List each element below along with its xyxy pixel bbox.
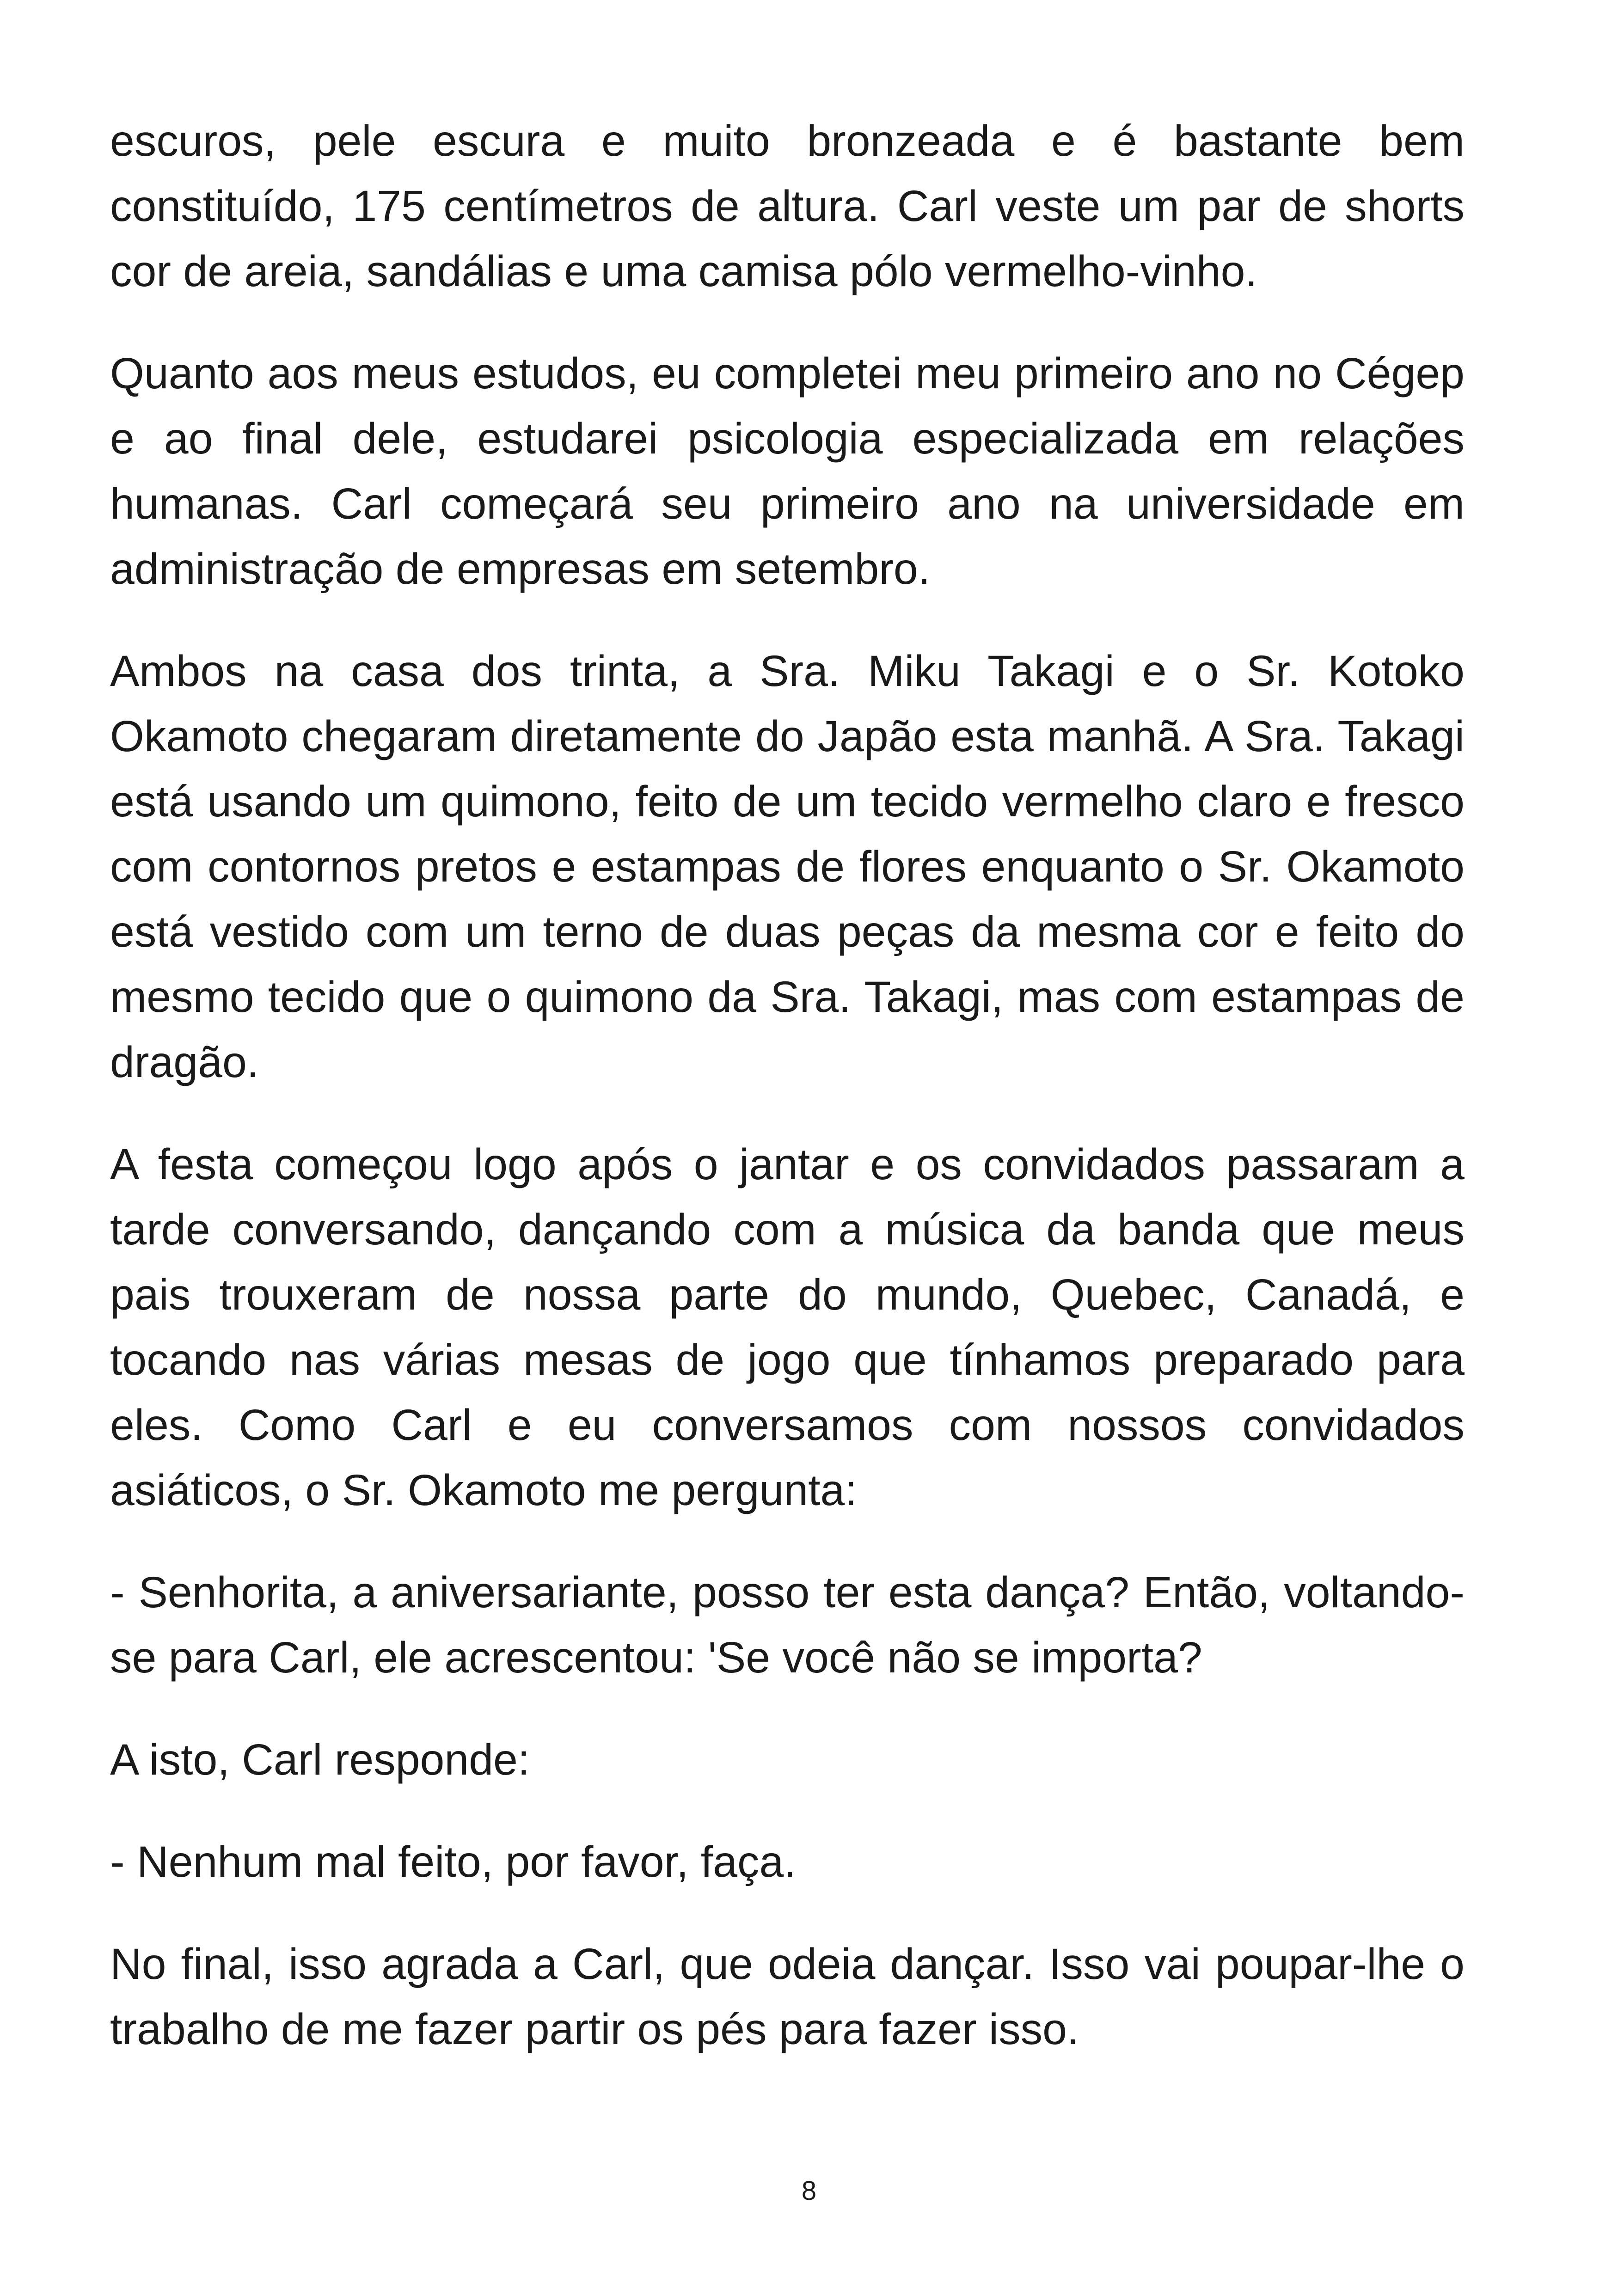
body-text <box>110 109 1465 2099</box>
paragraph-5: - Senhorita, a aniversariante, posso ter esta dança? Então, voltando-se para Carl, ele acrescentou: 'Se você não se importa? <box>110 1568 1465 1682</box>
paragraph-4: A festa começou logo após o jantar e os convidados passaram a tarde conversando, dançando com a música da banda que meus pais trouxeram de nossa parte do mundo, Quebec, Canadá, e tocando nas várias mesas de jogo que tínhamos preparado para eles. Como Carl e eu conversamos com nossos convidados asiáticos, o Sr. Okamoto me pergunta: <box>110 1140 1465 1515</box>
paragraph-2: Quanto aos meus estudos, eu completei meu primeiro ano no Cégep e ao final dele, estudarei psicologia especializada em relações humanas. Carl começará seu primeiro ano na universidade em administração de empresas em setembro. <box>110 349 1465 594</box>
paragraph-3: Ambos na casa dos trinta, a Sra. Miku Takagi e o Sr. Kotoko Okamoto chegaram diretamente do Japão esta manhã. A Sra. Takagi está usando um quimono, feito de um tecido vermelho claro e fresco com contornos pretos e estampas de flores enquanto o Sr. Okamoto está vestido com um terno de duas peças da mesma cor e feito do mesmo tecido que o quimono da Sra. Takagi, mas com estampas de dragão. <box>110 647 1465 1087</box>
paragraph-7: - Nenhum mal feito, por favor, faça. <box>110 1837 796 1886</box>
page-number: 8 <box>801 2176 817 2206</box>
paragraph-8: No final, isso agrada a Carl, que odeia dançar. Isso vai poupar-lhe o trabalho de me fazer partir os pés para fazer isso. <box>110 1940 1465 2054</box>
paragraph-1: escuros, pele escura e muito bronzeada e é bastante bem constituído, 175 centímetros de altura. Carl veste um par de shorts cor de areia, sandálias e uma camisa pólo vermelho-vinho. <box>110 116 1465 296</box>
paragraph-6: A isto, Carl responde: <box>110 1735 530 1784</box>
